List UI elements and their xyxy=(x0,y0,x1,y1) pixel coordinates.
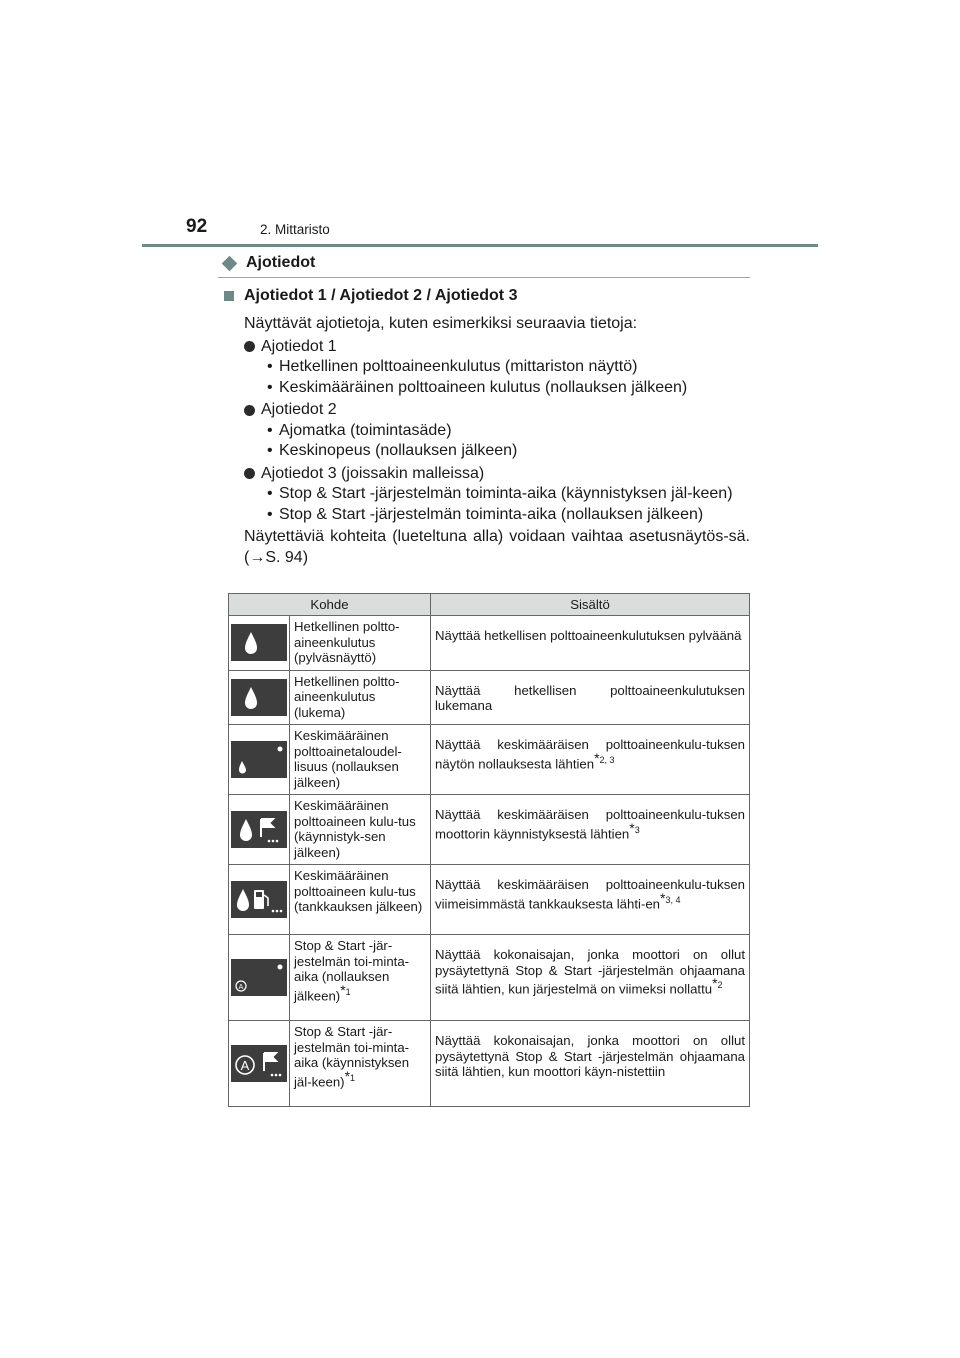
group-label: Ajotiedot 1 xyxy=(261,337,337,355)
circle-bullet-icon xyxy=(244,341,255,352)
stop-start-dot-icon xyxy=(231,959,287,996)
intro-paragraph: Näyttävät ajotietoja, kuten esimerkiksi seuraavia tietoja: xyxy=(244,315,638,332)
item-label: Stop & Start -jär-jestelmän toi-minta-aika (nollauksen jälkeen)*$^1$ xyxy=(290,935,431,1021)
table-row xyxy=(229,1021,750,1107)
table-row xyxy=(229,935,750,1021)
table-row xyxy=(229,616,750,671)
item-label: Keskimääräinen polttoainetaloudel-lisuus (nollauksen jälkeen) xyxy=(290,725,431,795)
subsection-title-text: Ajotiedot 1 / Ajotiedot 2 / Ajotiedot 3 xyxy=(244,287,518,304)
item-description: Näyttää hetkellisen polttoaineenkulutuksen pylväänä xyxy=(431,616,750,671)
section-title-text: Ajotiedot xyxy=(246,254,316,271)
circle-bullet-icon xyxy=(244,468,255,479)
item-description: Näyttää keskimääräisen polttoaineenkulu-tuksen viimeisimmästä tankkauksesta lähti-en*$^{3, 4}$ xyxy=(431,865,750,935)
footnote-marker: * xyxy=(660,889,666,906)
list-item: • Stop & Start -järjestelmän toiminta-aika (nollauksen jälkeen) xyxy=(267,505,704,523)
footnote-ref: 2, 3 xyxy=(599,754,615,765)
chapter-title: 2. Mittaristo xyxy=(260,222,330,237)
item-description: Näyttää kokonaisajan, jonka moottori on ollut pysäytettynä Stop & Start -järjestelmän ohjaamana siitä lähtien, kun järjestelmä on viimeksi nollattu*$^2$ xyxy=(431,935,750,1021)
display-items-table xyxy=(228,593,750,1107)
table-row xyxy=(229,865,750,935)
list-item: • Hetkellinen polttoaineenkulutus (mittariston näyttö) xyxy=(267,358,638,375)
item-label: Hetkellinen poltto-aineenkulutus (pylväsnäyttö) xyxy=(290,616,431,671)
footnote-marker: * xyxy=(629,819,635,836)
drop-flag-icon xyxy=(231,811,287,848)
fuel-drop-icon xyxy=(231,679,287,716)
stop-start-flag-icon xyxy=(231,1045,287,1082)
diamond-bullet-icon xyxy=(222,255,238,271)
group-label: Ajotiedot 3 (joissakin malleissa) xyxy=(261,464,485,482)
column-header-item: Kohde xyxy=(229,594,431,616)
small-drop-dot-icon xyxy=(231,741,287,778)
footnote-marker: * xyxy=(712,975,718,991)
item-description: Näyttää keskimääräisen polttoaineenkulu-tuksen moottorin käynnistyksestä lähtien*$^3$ xyxy=(431,795,750,865)
footnote-ref: 3 xyxy=(634,824,640,835)
subsection-title xyxy=(224,287,517,305)
item-description: Näyttää keskimääräisen polttoaineenkulu-tuksen näytön nollauksesta lähtien*$^{2, 3}$ xyxy=(431,725,750,795)
drop-pump-icon xyxy=(231,881,287,918)
column-header-content: Sisältö xyxy=(431,594,750,616)
table-header-row xyxy=(229,594,750,616)
page-number: 92 xyxy=(186,216,208,237)
list-item: • Keskinopeus (nollauksen jälkeen) xyxy=(267,442,518,459)
svg-text:A: A xyxy=(240,1058,250,1073)
svg-text:A: A xyxy=(238,984,244,991)
group-label: Ajotiedot 2 xyxy=(261,401,337,418)
body-text xyxy=(244,314,750,568)
footnote-ref: 3, 4 xyxy=(665,894,681,905)
footnote-marker: * xyxy=(594,749,600,766)
table-row xyxy=(229,725,750,795)
footnote-ref: 2 xyxy=(717,980,723,990)
item-label: Stop & Start -jär-jestelmän toi-minta-aika (käynnistyksen jäl-keen)*$^1$ xyxy=(290,1021,431,1107)
closing-paragraph: Näytettäviä kohteita (lueteltuna alla) voidaan vaihtaa asetusnäytös-sä. (→S. 94) xyxy=(244,528,750,566)
footnote-ref: 1 xyxy=(345,986,351,997)
item-label: Keskimääräinen polttoaineen kulu-tus (tankkauksen jälkeen) xyxy=(290,865,431,935)
circle-bullet-icon xyxy=(244,405,255,416)
group-1 xyxy=(244,337,750,358)
list-item: • Ajomatka (toimintasäde) xyxy=(267,421,452,439)
section-title xyxy=(224,254,315,272)
table-row xyxy=(229,795,750,865)
footnote-marker: * xyxy=(340,981,346,998)
square-bullet-icon xyxy=(224,291,234,301)
fuel-drop-icon xyxy=(231,624,287,661)
header-rule xyxy=(142,244,818,247)
section-rule xyxy=(218,277,750,278)
item-label: Keskimääräinen polttoaineen kulu-tus (käynnistyk-sen jälkeen) xyxy=(290,795,431,865)
item-description: Näyttää hetkellisen polttoaineenkulutuksen lukemana xyxy=(431,670,750,725)
table-row xyxy=(229,670,750,725)
item-label: Hetkellinen poltto-aineenkulutus (lukema) xyxy=(290,670,431,725)
item-description: Näyttää kokonaisajan, jonka moottori on ollut pysäytettynä Stop & Start -järjestelmän ohjaamana siitä lähtien, kun moottori käyn-nistettiin xyxy=(431,1021,750,1107)
list-item: • Stop & Start -järjestelmän toiminta-aika (käynnistyksen jäl-keen) xyxy=(267,485,733,502)
group-3 xyxy=(244,464,750,485)
group-2 xyxy=(244,400,750,421)
footnote-ref: 1 xyxy=(350,1072,356,1083)
footnote-marker: * xyxy=(344,1067,351,1084)
list-item: • Keskimääräinen polttoaineen kulutus (nollauksen jälkeen) xyxy=(267,378,688,396)
